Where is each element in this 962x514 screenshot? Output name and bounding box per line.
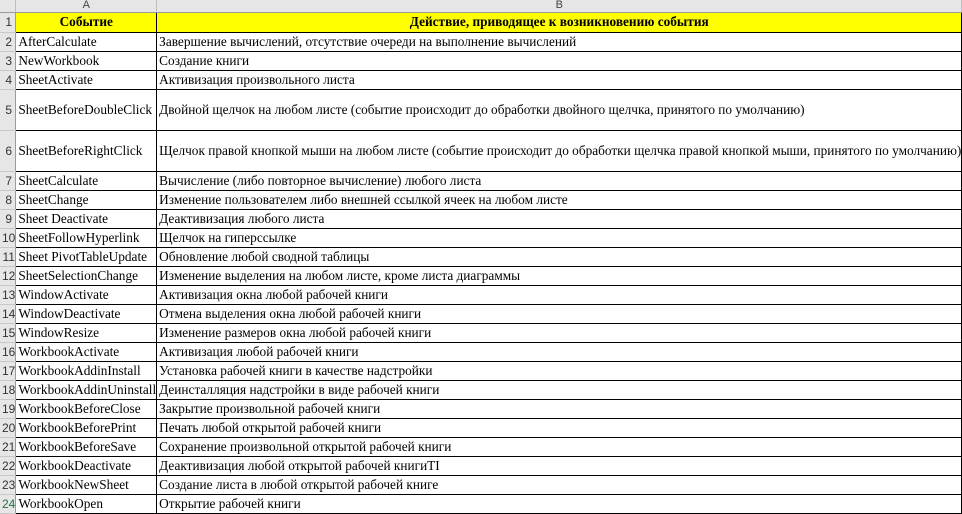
event-cell[interactable]: AfterCalculate xyxy=(16,32,157,51)
table-row xyxy=(0,228,962,247)
action-cell[interactable]: Завершение вычислений, отсутствие очереди на выполнение вычислений xyxy=(157,32,962,51)
table-row xyxy=(0,380,962,399)
row-number[interactable]: 4 xyxy=(0,70,16,89)
row-number[interactable]: 2 xyxy=(0,32,16,51)
event-cell[interactable]: WindowActivate xyxy=(16,285,157,304)
row-number[interactable]: 1 xyxy=(0,12,16,32)
action-cell[interactable]: Создание книги xyxy=(157,51,962,70)
action-cell[interactable]: Изменение выделения на любом листе, кроме листа диаграммы xyxy=(157,266,962,285)
event-cell[interactable]: Sheet PivotTableUpdate xyxy=(16,247,157,266)
column-header-row xyxy=(0,0,962,12)
select-all-corner[interactable] xyxy=(0,0,16,12)
table-row xyxy=(0,130,962,171)
row-number[interactable]: 7 xyxy=(0,171,16,190)
row-number[interactable]: 20 xyxy=(0,418,16,437)
table-header-row xyxy=(0,12,962,32)
table-row xyxy=(0,475,962,494)
event-cell[interactable]: SheetChange xyxy=(16,190,157,209)
action-cell[interactable]: Создание листа в любой открытой рабочей книге xyxy=(157,475,962,494)
table-row xyxy=(0,494,962,513)
action-cell[interactable]: Щелчок на гиперссылке xyxy=(157,228,962,247)
event-cell[interactable]: WorkbookAddinInstall xyxy=(16,361,157,380)
event-cell[interactable]: SheetActivate xyxy=(16,70,157,89)
action-cell[interactable]: Деактивизация любой открытой рабочей книгиTI xyxy=(157,456,962,475)
event-cell[interactable]: SheetSelectionChange xyxy=(16,266,157,285)
event-cell[interactable]: WorkbookBeforeSave xyxy=(16,437,157,456)
action-cell[interactable]: Вычисление (либо повторное вычисление) любого листа xyxy=(157,171,962,190)
table-row xyxy=(0,32,962,51)
row-number[interactable]: 11 xyxy=(0,247,16,266)
header-cell-action[interactable]: Действие, приводящее к возникновению события xyxy=(157,12,962,32)
row-number[interactable]: 19 xyxy=(0,399,16,418)
table-row xyxy=(0,456,962,475)
table-row xyxy=(0,209,962,228)
header-cell-event[interactable]: Событие xyxy=(16,12,157,32)
row-number[interactable]: 17 xyxy=(0,361,16,380)
table-row xyxy=(0,304,962,323)
event-cell[interactable]: SheetCalculate xyxy=(16,171,157,190)
action-cell[interactable]: Сохранение произвольной открытой рабочей книги xyxy=(157,437,962,456)
event-cell[interactable]: WindowResize xyxy=(16,323,157,342)
table-row xyxy=(0,89,962,130)
row-number[interactable]: 14 xyxy=(0,304,16,323)
row-number-active[interactable]: 24 xyxy=(0,494,16,513)
event-cell[interactable]: Sheet Deactivate xyxy=(16,209,157,228)
row-number[interactable]: 10 xyxy=(0,228,16,247)
event-cell[interactable]: SheetBeforeRightClick xyxy=(16,130,157,171)
table-row xyxy=(0,418,962,437)
action-cell[interactable]: Обновление любой сводной таблицы xyxy=(157,247,962,266)
event-cell[interactable]: WorkbookActivate xyxy=(16,342,157,361)
action-cell[interactable]: Закрытие произвольной рабочей книги xyxy=(157,399,962,418)
table-row xyxy=(0,323,962,342)
event-cell[interactable]: WorkbookOpen xyxy=(16,494,157,513)
action-cell[interactable]: Активизация произвольного листа xyxy=(157,70,962,89)
table-row xyxy=(0,171,962,190)
table-row xyxy=(0,266,962,285)
table-row xyxy=(0,51,962,70)
column-header-b[interactable]: B xyxy=(157,0,962,12)
event-cell[interactable]: WorkbookNewSheet xyxy=(16,475,157,494)
action-cell[interactable]: Деактивизация любого листа xyxy=(157,209,962,228)
action-cell[interactable]: Изменение размеров окна любой рабочей книги xyxy=(157,323,962,342)
row-number[interactable]: 21 xyxy=(0,437,16,456)
row-number[interactable]: 5 xyxy=(0,89,16,130)
table-row xyxy=(0,361,962,380)
action-cell[interactable]: Активизация любой рабочей книги xyxy=(157,342,962,361)
table-row xyxy=(0,247,962,266)
action-cell[interactable]: Деинсталляция надстройки в виде рабочей книги xyxy=(157,380,962,399)
event-cell[interactable]: SheetFollowHyperlink xyxy=(16,228,157,247)
event-cell[interactable]: SheetBeforeDoubleClick xyxy=(16,89,157,130)
table-row xyxy=(0,285,962,304)
row-number[interactable]: 8 xyxy=(0,190,16,209)
event-cell[interactable]: WorkbookDeactivate xyxy=(16,456,157,475)
row-number[interactable]: 3 xyxy=(0,51,16,70)
action-cell[interactable]: Активизация окна любой рабочей книги xyxy=(157,285,962,304)
action-cell[interactable]: Установка рабочей книги в качестве надстройки xyxy=(157,361,962,380)
action-cell[interactable]: Щелчок правой кнопкой мыши на любом листе (событие происходит до обработки щелчка правой кнопкой мыши, принятого по умолчанию) xyxy=(157,130,962,171)
row-number[interactable]: 9 xyxy=(0,209,16,228)
table-row xyxy=(0,437,962,456)
event-cell[interactable]: NewWorkbook xyxy=(16,51,157,70)
action-cell[interactable]: Двойной щелчок на любом листе (событие происходит до обработки двойного щелчка, принятого по умолчанию) xyxy=(157,89,962,130)
action-cell[interactable]: Отмена выделения окна любой рабочей книги xyxy=(157,304,962,323)
table-row xyxy=(0,399,962,418)
row-number[interactable]: 23 xyxy=(0,475,16,494)
row-number[interactable]: 18 xyxy=(0,380,16,399)
table-row xyxy=(0,342,962,361)
action-cell[interactable]: Изменение пользователем либо внешней ссылкой ячеек на любом листе xyxy=(157,190,962,209)
row-number[interactable]: 6 xyxy=(0,130,16,171)
event-cell[interactable]: WindowDeactivate xyxy=(16,304,157,323)
table-row xyxy=(0,70,962,89)
row-number[interactable]: 15 xyxy=(0,323,16,342)
action-cell[interactable]: Открытие рабочей книги xyxy=(157,494,962,513)
table-row xyxy=(0,190,962,209)
action-cell[interactable]: Печать любой открытой рабочей книги xyxy=(157,418,962,437)
row-number[interactable]: 13 xyxy=(0,285,16,304)
column-header-a[interactable]: A xyxy=(16,0,157,12)
row-number[interactable]: 12 xyxy=(0,266,16,285)
event-cell[interactable]: WorkbookBeforeClose xyxy=(16,399,157,418)
event-cell[interactable]: WorkbookBeforePrint xyxy=(16,418,157,437)
event-cell[interactable]: WorkbookAddinUninstall xyxy=(16,380,157,399)
row-number[interactable]: 22 xyxy=(0,456,16,475)
row-number[interactable]: 16 xyxy=(0,342,16,361)
